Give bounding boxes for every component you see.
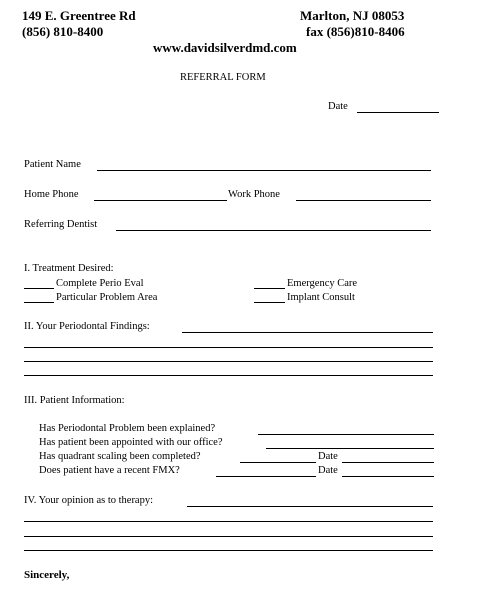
answer-appointed[interactable]	[266, 448, 434, 449]
treatment-heading: I. Treatment Desired:	[24, 263, 114, 274]
home-phone-field[interactable]	[94, 200, 227, 201]
form-title: REFERRAL FORM	[180, 72, 266, 83]
date-field[interactable]	[357, 112, 439, 113]
referring-dentist-label: Referring Dentist	[24, 219, 98, 230]
treatment-option-particular-problem: Particular Problem Area	[56, 292, 158, 303]
office-website: www.davidsilverdmd.com	[153, 40, 297, 55]
opinion-line[interactable]	[24, 550, 433, 551]
findings-line[interactable]	[24, 347, 433, 348]
treatment-checkline[interactable]	[254, 288, 285, 289]
opinion-line[interactable]	[24, 536, 433, 537]
patient-info-heading: III. Patient Information:	[24, 395, 125, 406]
office-city-state-zip: Marlton, NJ 08053	[300, 8, 405, 23]
treatment-option-complete-perio: Complete Perio Eval	[56, 278, 144, 289]
findings-line[interactable]	[24, 375, 433, 376]
answer-fmx[interactable]	[216, 476, 316, 477]
office-phone: (856) 810-8400	[22, 24, 104, 39]
opinion-heading: IV. Your opinion as to therapy:	[24, 495, 154, 506]
treatment-checkline[interactable]	[24, 288, 54, 289]
findings-line[interactable]	[24, 361, 433, 362]
work-phone-field[interactable]	[296, 200, 431, 201]
answer-problem-explained[interactable]	[258, 434, 434, 435]
treatment-option-emergency-care: Emergency Care	[287, 278, 358, 289]
scaling-date-label: Date	[318, 451, 338, 462]
patient-name-field[interactable]	[97, 170, 431, 171]
scaling-date-field[interactable]	[342, 462, 434, 463]
date-label: Date	[328, 101, 348, 112]
fmx-date-field[interactable]	[342, 476, 434, 477]
opinion-line[interactable]	[187, 506, 433, 507]
question-scaling: Has quadrant scaling been completed?	[39, 451, 201, 462]
closing-text: Sincerely,	[24, 569, 70, 581]
treatment-checkline[interactable]	[24, 302, 54, 303]
answer-scaling[interactable]	[240, 462, 316, 463]
patient-name-label: Patient Name	[24, 159, 81, 170]
office-fax: fax (856)810-8406	[306, 24, 405, 39]
fmx-date-label: Date	[318, 465, 338, 476]
referring-dentist-field[interactable]	[116, 230, 431, 231]
treatment-option-implant-consult: Implant Consult	[287, 292, 355, 303]
home-phone-label: Home Phone	[24, 189, 79, 200]
findings-heading: II. Your Periodontal Findings:	[24, 321, 150, 332]
question-problem-explained: Has Periodontal Problem been explained?	[39, 423, 216, 434]
work-phone-label: Work Phone	[228, 189, 280, 200]
findings-line[interactable]	[182, 332, 433, 333]
office-address: 149 E. Greentree Rd	[22, 8, 136, 23]
treatment-checkline[interactable]	[254, 302, 285, 303]
question-appointed: Has patient been appointed with our office?	[39, 437, 223, 448]
question-fmx: Does patient have a recent FMX?	[39, 465, 180, 476]
opinion-line[interactable]	[24, 521, 433, 522]
